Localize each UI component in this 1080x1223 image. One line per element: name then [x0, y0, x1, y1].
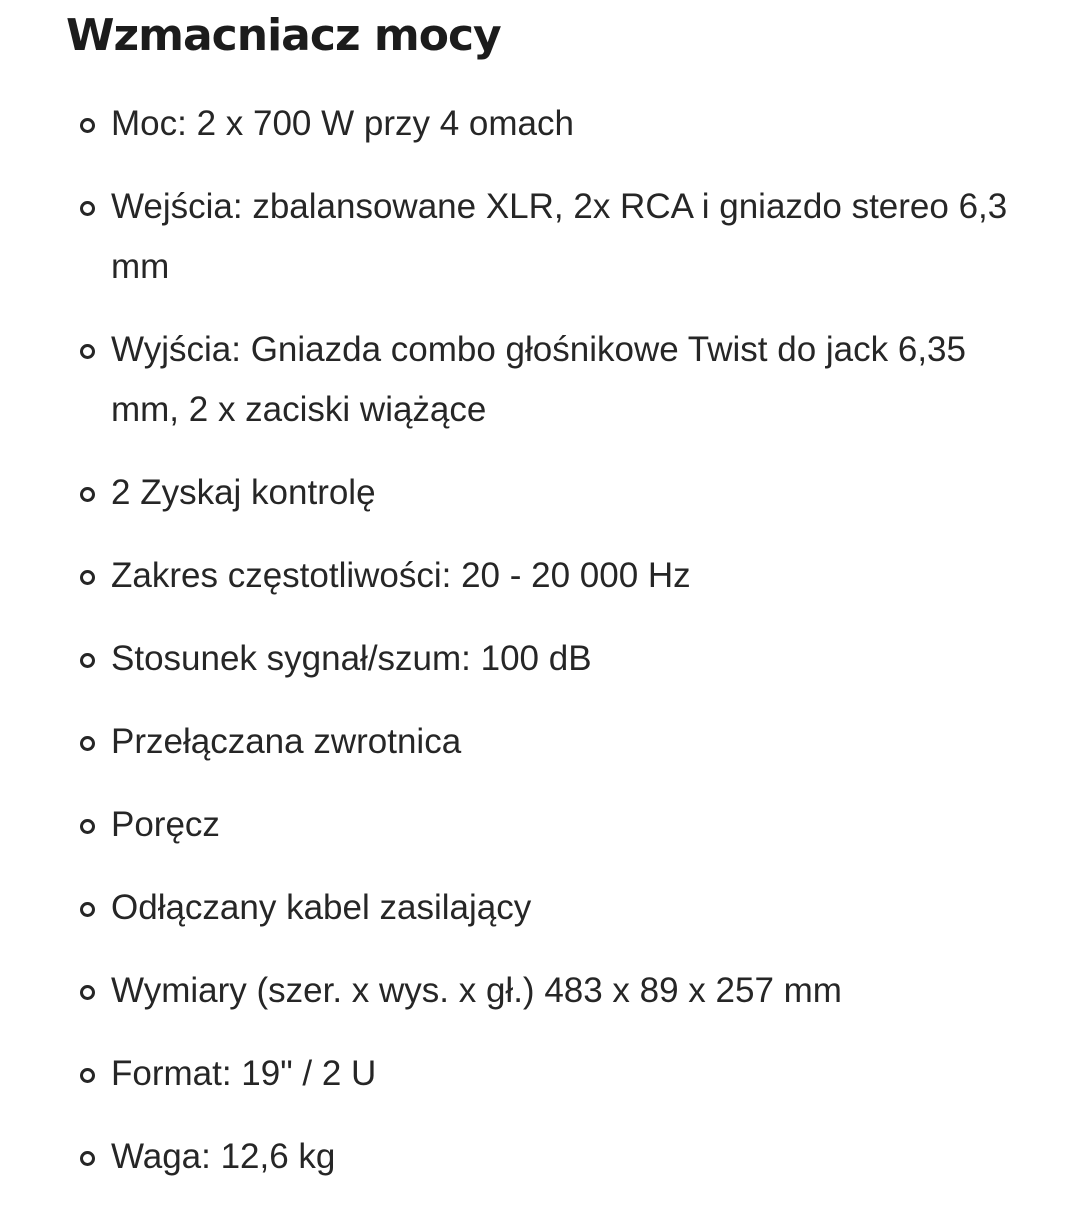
spec-item-text: Wyjścia: Gniazda combo głośnikowe Twist do jack 6,35 mm, 2 x zaciski wiążące: [111, 330, 966, 429]
spec-item: [78, 629, 1018, 689]
spec-item-text: Zakres częstotliwości: 20 - 20 000 Hz: [111, 556, 691, 595]
spec-item: [78, 878, 1018, 938]
spec-item: [78, 177, 1018, 297]
spec-item: [78, 961, 1018, 1021]
spec-item-text: Format: 19" / 2 U: [111, 1054, 377, 1093]
bullet-icon: [80, 653, 95, 668]
spec-item: [78, 1044, 1018, 1104]
spec-item-text: Przełączana zwrotnica: [111, 722, 462, 761]
spec-item: [78, 795, 1018, 855]
spec-item-text: Wymiary (szer. x wys. x gł.) 483 x 89 x 257 mm: [111, 971, 842, 1010]
bullet-icon: [80, 118, 95, 133]
bullet-icon: [80, 736, 95, 751]
spec-list: [78, 94, 1018, 1210]
spec-item: [78, 712, 1018, 772]
spec-item-text: Wejścia: zbalansowane XLR, 2x RCA i gniazdo stereo 6,3 mm: [111, 187, 1008, 286]
bullet-icon: [80, 1068, 95, 1083]
bullet-icon: [80, 902, 95, 917]
spec-item: [78, 320, 1018, 440]
spec-item: [78, 1127, 1018, 1187]
spec-item-text: Waga: 12,6 kg: [111, 1137, 336, 1176]
section-title: Wzmacniacz mocy: [66, 10, 501, 61]
bullet-icon: [80, 570, 95, 585]
bullet-icon: [80, 819, 95, 834]
spec-item: [78, 463, 1018, 523]
spec-item-text: Moc: 2 x 700 W przy 4 omach: [111, 104, 574, 143]
spec-item: [78, 94, 1018, 154]
spec-item-text: Stosunek sygnał/szum: 100 dB: [111, 639, 592, 678]
spec-item-text: Poręcz: [111, 805, 220, 844]
bullet-icon: [80, 985, 95, 1000]
bullet-icon: [80, 344, 95, 359]
bullet-icon: [80, 487, 95, 502]
bullet-icon: [80, 201, 95, 216]
spec-item-text: Odłączany kabel zasilający: [111, 888, 532, 927]
spec-item: [78, 546, 1018, 606]
spec-item-text: 2 Zyskaj kontrolę: [111, 473, 376, 512]
bullet-icon: [80, 1151, 95, 1166]
